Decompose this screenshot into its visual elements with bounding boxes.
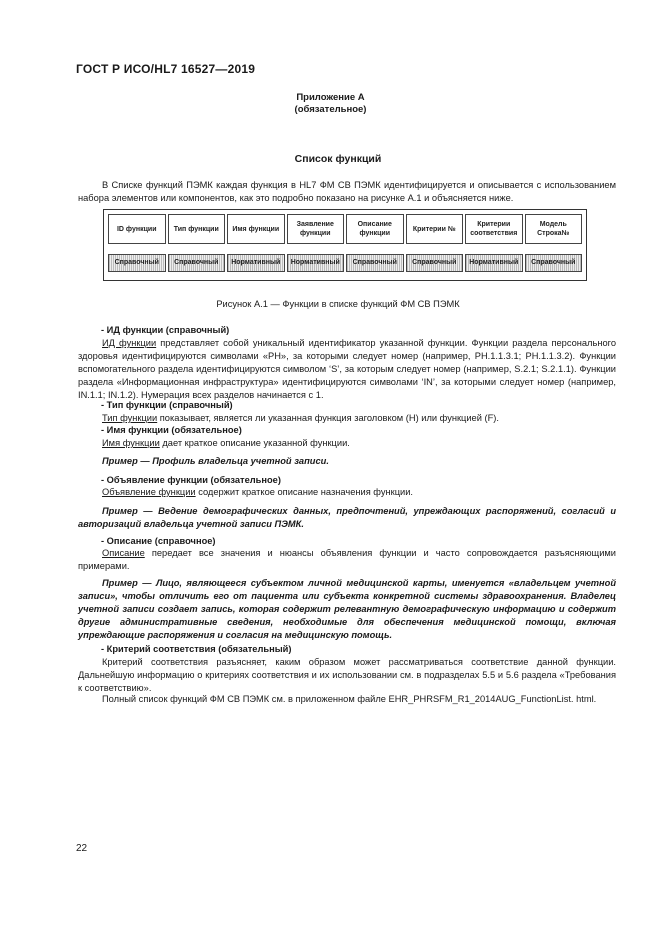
paragraph-full-list: Полный список функций ФМ СВ ПЭМК см. в приложенном файле EHR_PHRSFM_R1_2014AUG_FunctionList. html.: [102, 694, 597, 704]
figure-column: Имя функции: [227, 214, 285, 244]
figure-column: ID функции: [108, 214, 166, 244]
page-number: 22: [76, 843, 88, 854]
figure-values: [108, 254, 582, 272]
example-function-name: Пример — Профиль владельца учетной записи.: [102, 456, 329, 466]
term-function-statement: Объявление функции: [102, 487, 196, 497]
example-function-statement: Пример — Ведение демографических данных, предпочтений, упреждающих распоряжений, согласий и авторизаций владельца учетной записи ПЭМК.: [78, 506, 616, 529]
term-function-id: ИД функции: [102, 338, 157, 348]
heading-function-type: - Тип функции (справочный): [101, 400, 233, 410]
paragraph-function-statement: Объявление функции содержит краткое описание назначения функции.: [102, 487, 413, 497]
figure-value: Нормативный: [227, 254, 285, 272]
intro-paragraph: В Списке функций ПЭМК каждая функция в HL7 ФМ СВ ПЭМК идентифицируется и описывается с использованием набора элементов или компонентов, как это подробно показано на рисунке А.1 и объясняется ниже.: [78, 180, 616, 203]
heading-function-id: - ИД функции (справочный): [101, 325, 230, 335]
figure-value: Справочный: [346, 254, 404, 272]
figure-caption: Рисунок А.1 — Функции в списке функций ФМ СВ ПЭМК: [216, 299, 460, 309]
heading-function-name: - Имя функции (обязательное): [101, 425, 242, 435]
term-function-name: Имя функции: [102, 438, 160, 448]
figure-column: Критерии №: [406, 214, 464, 244]
paragraph-criteria: Критерий соответствия разъясняет, каким образом может рассматриваться соответствие данной функции. Дальнейшую информацию о критериях соответствия и их использовании см. в подразделах 5.5 и 5.6 раздела «Требования к соответствию».: [78, 657, 616, 693]
figure-value: Справочный: [406, 254, 464, 272]
heading-criteria: - Критерий соответствия (обязательный): [101, 644, 292, 654]
figure-column: Тип функции: [168, 214, 226, 244]
figure-a1: [103, 209, 587, 281]
term-function-type: Тип функции: [102, 413, 158, 423]
paragraph-function-name: Имя функции дает краткое описание указанной функции.: [102, 438, 350, 448]
figure-value: Справочный: [168, 254, 226, 272]
paragraph-description: Описание передает все значения и нюансы объявления функции и часто сопровождается разъясняющими примерами.: [78, 548, 616, 571]
section-title: Список функций: [294, 153, 382, 165]
figure-value: Нормативный: [465, 254, 523, 272]
term-description: Описание: [102, 548, 145, 558]
heading-function-statement: - Объявление функции (обязательное): [101, 475, 281, 485]
figure-column: Критерии соответствия: [465, 214, 523, 244]
figure-column: Модель Строка№: [525, 214, 583, 244]
example-description: Пример — Лицо, являющееся субъектом личной медицинской карты, именуется «владельцем учетной записи», чтобы отличить его от пациента или субъекта конкретной системы здравоохранения. Владелец учетной записи создает запись, которая содержит релевантную демографическую информацию и содержит другие административные сведения, необходимые для обеспечения медицинской помощи, включая упреждающие распоряжения и согласия на медицинскую помощь.: [78, 578, 616, 640]
paragraph-function-type: Тип функции показывает, является ли указанная функция заголовком (H) или функцией (F).: [102, 413, 499, 423]
figure-value: Справочный: [108, 254, 166, 272]
figure-value: Справочный: [525, 254, 583, 272]
figure-columns: [108, 214, 582, 244]
appendix-subtitle: (обязательное): [294, 104, 367, 115]
standard-header: ГОСТ Р ИСО/HL7 16527—2019: [76, 62, 256, 76]
figure-column: Заявление функции: [287, 214, 345, 244]
heading-description: - Описание (справочное): [101, 536, 216, 546]
figure-value: Нормативный: [287, 254, 345, 272]
figure-column: Описание функции: [346, 214, 404, 244]
paragraph-function-id: ИД функции представляет собой уникальный идентификатор указанной функции. Функции раздела персонального здоровья идентифицируются символами «PH», за которыми следует номер (например, PH.1.1.3.1; PH.1.1.3.2). Функции вспомогательного раздела идентифицируются символом ‘S’, за которым следует номер (например, S.2.1; S.2.1.1). Функции раздела «Информационная инфраструктура» идентифицируются символами ‘IN’, за которыми следует номер (например, IN.1.1; IN.1.2). Нумерация всех разделов начинается с 1.: [78, 338, 616, 400]
appendix-title: Приложение А: [296, 92, 365, 103]
